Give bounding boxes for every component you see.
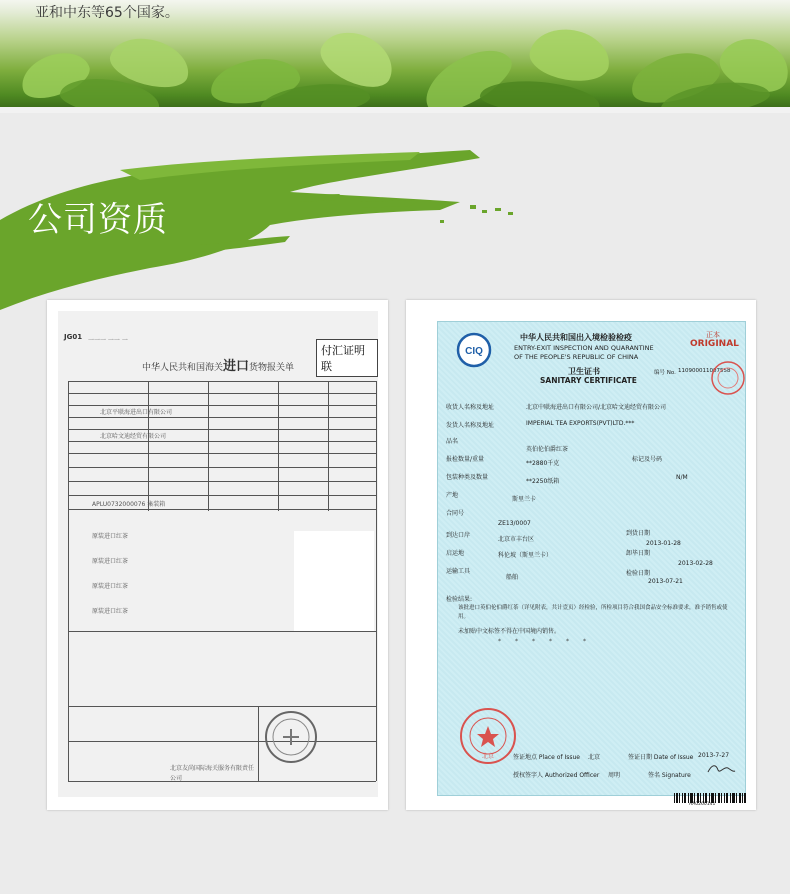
goods-line-4: 原装进口红茶 <box>92 608 129 615</box>
field-label-origin: 产地 <box>446 492 459 499</box>
section-title: 公司资质 <box>28 200 168 240</box>
svg-text:CIQ: CIQ <box>465 346 483 357</box>
officer-name: 周明 <box>608 772 621 779</box>
field-value-consignor: IMPERIAL TEA EXPORTS(PVT)LTD.*** <box>526 420 635 427</box>
broker-line-1: 北京友尚国际海关服务有限责任 <box>170 765 255 772</box>
field-label-conveyance: 运输工具 <box>446 568 471 575</box>
field-label-consignor: 发货人名称及地址 <box>446 422 495 429</box>
right-label-inspection-date: 检验日期 <box>626 570 651 577</box>
result-note: 未加贴中文标签不得在中国境内销售。 <box>458 628 561 635</box>
cert-name-cn: 卫生证书 <box>568 367 600 376</box>
customs-declaration-image <box>47 300 388 810</box>
field-value-origin: 斯里兰卡 <box>512 496 537 503</box>
field-label-packages: 包装种类及数量 <box>446 474 489 481</box>
field-label-arrival-port: 到达口岸 <box>446 532 471 539</box>
right-label-arrival-date: 到货日期 <box>626 530 651 537</box>
right-value-inspection-date: 2013-07-21 <box>648 578 683 585</box>
cert-title-en-2: OF THE PEOPLE'S REPUBLIC OF CHINA <box>514 353 639 361</box>
field-value-contract: ZE13/0007 <box>498 520 531 527</box>
officer-label: 授权签字人 Authorized Officer <box>513 772 600 779</box>
banner-caption: 亚和中东等65个国家。 <box>35 5 179 21</box>
right-label-discharge-date: 卸毕日期 <box>626 550 651 557</box>
divider <box>0 107 790 113</box>
field-value-conveyance: 船舶 <box>506 574 519 581</box>
original-cn: 正本 <box>706 331 720 339</box>
ciq-logo-icon <box>456 332 492 368</box>
red-round-seal-top <box>710 360 746 396</box>
field-value-despatch: 科伦坡（斯里兰卡） <box>498 552 553 559</box>
cert-title-cn: 中华人民共和国出入境检验检疫 <box>520 333 632 342</box>
field-value-arrival-port: 北京市丰台区 <box>498 536 535 543</box>
customs-round-seal <box>263 709 319 765</box>
issue-place-label: 签证地点 Place of Issue <box>513 754 580 761</box>
field-label-contract: 合同号 <box>446 510 465 517</box>
handwritten-signature <box>706 762 736 776</box>
field-label-quantity: 报检数量/重量 <box>446 456 485 463</box>
red-round-seal-bottom <box>458 706 518 766</box>
issue-date: 2013-7-27 <box>698 752 730 759</box>
cert-name-en: SANITARY CERTIFICATE <box>540 376 637 385</box>
issue-date-label: 签证日期 Date of Issue <box>628 754 694 761</box>
result-text: 该批进口英伯伦伯爵红茶（详见附表，共计壹页）经检验，所检项目符合我国食品安全标准要求，准予销售或使用。 <box>458 605 728 620</box>
cert-number-label: 编号 No. <box>654 370 676 376</box>
owner-line: 北京哈文迪经贸有限公司 <box>100 433 167 440</box>
right-value-discharge-date: 2013-02-28 <box>678 560 713 567</box>
tea-banner-image <box>0 0 790 107</box>
seal-text: 北京 <box>481 753 495 760</box>
right-label-marks: 标记及号码 <box>632 456 663 463</box>
field-label-goods: 品名 <box>446 438 459 445</box>
right-value-marks: N/M <box>676 474 688 481</box>
customs-title: 中华人民共和国海关进口货物报关单 <box>142 359 295 374</box>
field-value-quantity: **2880千克 <box>526 460 560 467</box>
redacted-area <box>294 531 374 631</box>
payment-proof-stamp: 付汇证明联 <box>316 339 378 377</box>
result-heading: 检验结果: <box>446 596 473 603</box>
goods-line-1: 原装进口红茶 <box>92 533 129 540</box>
container-line: APLU0732000076 集装箱 <box>92 501 166 508</box>
field-value-packages: **2250纸箱 <box>526 478 560 485</box>
cert-title-en-1: ENTRY-EXIT INSPECTION AND QUARANTINE <box>514 344 654 352</box>
issue-place: 北京 <box>588 754 601 761</box>
goods-line-3: 原装进口红茶 <box>92 583 129 590</box>
goods-line-2: 原装进口红茶 <box>92 558 129 565</box>
right-value-arrival-date: 2013-01-28 <box>646 540 681 547</box>
field-value-consignee: 北京中联海进出口有限公司/北京哈文迪经贸有限公司 <box>526 404 667 411</box>
sanitary-certificate-image <box>406 300 756 810</box>
blank-marker-line: ****** <box>498 638 600 645</box>
cert-number: 110900011007558 <box>678 368 731 374</box>
signature-label: 签名 Signature <box>648 772 691 779</box>
barcode-number: AA0260141 <box>689 802 716 807</box>
field-label-despatch: 启运地 <box>446 550 465 557</box>
field-label-consignee: 收货人名称及地址 <box>446 404 495 411</box>
form-header-note: 一一一 一一 一 <box>88 337 128 344</box>
form-tag: JG01 <box>64 333 83 341</box>
consignee-line: 北京平联海进出口有限公司 <box>100 409 173 416</box>
original-en: ORIGINAL <box>690 339 739 349</box>
broker-line-2: 公司 <box>170 775 183 782</box>
field-value-goods: 英伯伦伯爵红茶 <box>526 446 569 453</box>
